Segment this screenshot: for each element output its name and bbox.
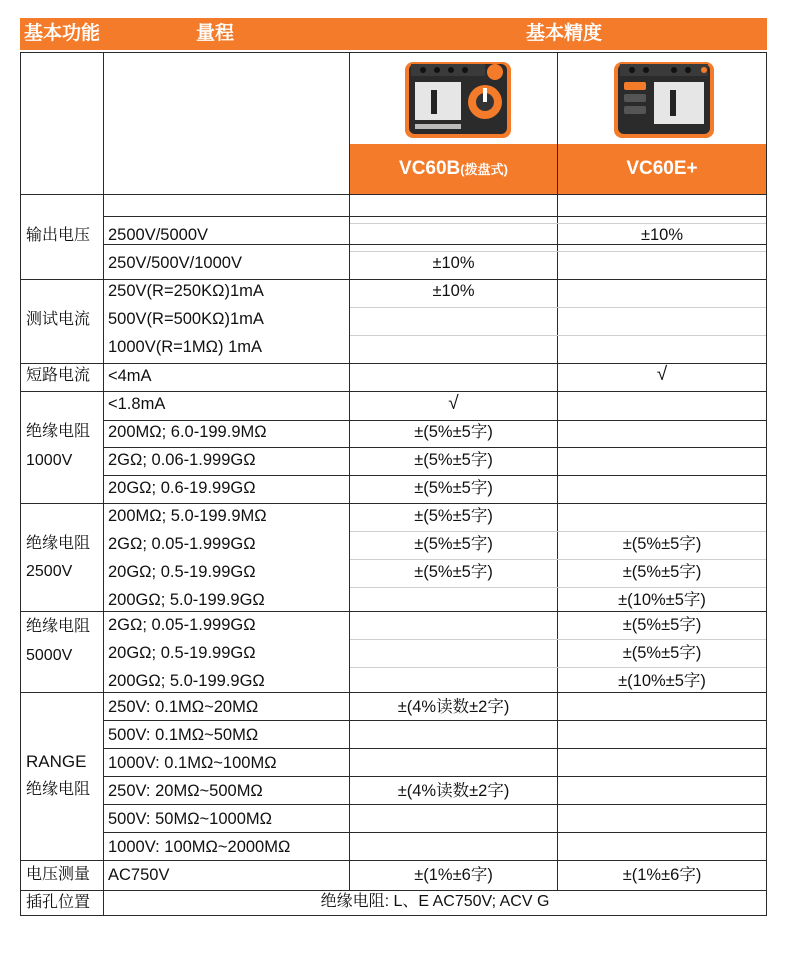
jack-position-text: 绝缘电阻: L、E AC750V; ACV G bbox=[320, 893, 550, 910]
range-cell: 2GΩ; 0.06-1.999GΩ bbox=[108, 451, 256, 469]
hline bbox=[20, 890, 767, 891]
range-cell: 500V: 50MΩ~1000MΩ bbox=[108, 810, 272, 828]
function-short-current: 短路电流 bbox=[26, 367, 91, 384]
range-cell: 2500V/5000V bbox=[108, 226, 209, 244]
hline bbox=[20, 611, 767, 612]
vc60b-accuracy: ±10% bbox=[432, 282, 475, 300]
hline-minor bbox=[103, 475, 767, 476]
model-name: VC60B bbox=[399, 158, 461, 179]
vc60b-accuracy: ±(5%±5字) bbox=[414, 479, 493, 497]
vc60b-accuracy: ±10% bbox=[432, 254, 475, 272]
function-ir-2500-voltage: 2500V bbox=[26, 563, 73, 580]
range-cell: 2GΩ; 0.05-1.999GΩ bbox=[108, 616, 256, 634]
hline-light bbox=[350, 559, 766, 560]
hline bbox=[20, 52, 767, 53]
range-cell: <4mA bbox=[108, 367, 152, 385]
hline-minor bbox=[103, 420, 767, 421]
range-cell: 2GΩ; 0.05-1.999GΩ bbox=[108, 535, 256, 553]
vc60e-accuracy: ±(1%±6字) bbox=[622, 866, 702, 884]
function-ir-2500-label: 绝缘电阻 bbox=[26, 535, 91, 552]
col-divider-1 bbox=[103, 52, 104, 916]
header-range: 量程 bbox=[196, 23, 235, 44]
hline-minor bbox=[103, 447, 767, 448]
hline-light bbox=[350, 531, 766, 532]
range-cell: 250V: 20MΩ~500MΩ bbox=[108, 782, 263, 800]
vc60e-accuracy: ±(10%±5字) bbox=[618, 591, 706, 609]
vc60b-accuracy: ±(5%±5字) bbox=[414, 507, 493, 525]
function-ir-5000-label: 绝缘电阻 bbox=[26, 618, 91, 635]
hline-light bbox=[350, 307, 766, 308]
function-range-ir: 绝缘电阻 bbox=[26, 781, 91, 798]
range-cell: 200GΩ; 5.0-199.9GΩ bbox=[108, 672, 265, 690]
range-cell: 20GΩ; 0.5-19.99GΩ bbox=[108, 644, 256, 662]
vc60e-device-image bbox=[612, 58, 716, 140]
vc60b-accuracy: ±(5%±5字) bbox=[414, 451, 493, 469]
hline-minor bbox=[103, 804, 767, 805]
hline bbox=[20, 391, 767, 392]
vc60e-accuracy: ±(5%±5字) bbox=[622, 563, 702, 581]
header-function: 基本功能 bbox=[24, 23, 101, 44]
model-suffix: (拨盘式) bbox=[460, 162, 508, 177]
table-border-left bbox=[20, 52, 21, 916]
range-cell: 500V: 0.1MΩ~50MΩ bbox=[108, 726, 259, 744]
vc60b-accuracy: ±(1%±6字) bbox=[414, 866, 493, 884]
hline-light bbox=[350, 639, 766, 640]
hline-light bbox=[350, 251, 766, 252]
table-border-bottom bbox=[20, 915, 767, 916]
vc60b-check: √ bbox=[448, 393, 459, 414]
range-cell: 200MΩ; 6.0-199.9MΩ bbox=[108, 423, 267, 441]
range-cell: 200GΩ; 5.0-199.9GΩ bbox=[108, 591, 265, 609]
vc60b-accuracy: ±(5%±5字) bbox=[414, 423, 493, 441]
range-cell: 1000V(R=1MΩ) 1mA bbox=[108, 338, 263, 356]
function-ir-5000-voltage: 5000V bbox=[26, 647, 73, 664]
range-cell: 1000V: 0.1MΩ~100MΩ bbox=[108, 754, 277, 772]
range-cell: 20GΩ; 0.6-19.99GΩ bbox=[108, 479, 256, 497]
hline-minor bbox=[103, 720, 767, 721]
function-range-label: RANGE bbox=[26, 752, 87, 771]
range-cell: 200MΩ; 5.0-199.9MΩ bbox=[108, 507, 267, 525]
model-label-vc60e bbox=[558, 144, 766, 194]
function-jack-position: 插孔位置 bbox=[26, 894, 91, 911]
range-cell: 250V: 0.1MΩ~20MΩ bbox=[108, 698, 259, 716]
range-cell: 250V(R=250KΩ)1mA bbox=[108, 282, 264, 300]
function-ir-1000-label: 绝缘电阻 bbox=[26, 423, 91, 440]
range-cell: 500V(R=500KΩ)1mA bbox=[108, 310, 264, 328]
hline-minor bbox=[103, 832, 767, 833]
model-name: VC60E+ bbox=[626, 158, 698, 179]
hline bbox=[20, 860, 767, 861]
vc60e-accuracy: ±10% bbox=[640, 226, 684, 244]
header-accuracy: 基本精度 bbox=[526, 23, 603, 44]
vc60e-accuracy: ±(10%±5字) bbox=[618, 672, 706, 690]
hline-light bbox=[350, 587, 766, 588]
table-border-right bbox=[766, 52, 767, 916]
function-test-current: 测试电流 bbox=[26, 311, 91, 328]
hline-minor bbox=[103, 216, 767, 217]
range-cell: 250V/500V/1000V bbox=[108, 254, 242, 272]
vc60b-device-image bbox=[403, 58, 513, 140]
vc60b-accuracy: ±(4%读数±2字) bbox=[397, 698, 510, 716]
hline bbox=[20, 279, 767, 280]
function-output-voltage: 输出电压 bbox=[26, 227, 91, 244]
vc60b-accuracy: ±(5%±5字) bbox=[414, 563, 493, 581]
hline bbox=[20, 194, 767, 195]
hline-minor bbox=[103, 748, 767, 749]
spec-table bbox=[20, 52, 767, 916]
hline bbox=[20, 692, 767, 693]
hline bbox=[20, 363, 767, 364]
model-label-vc60b bbox=[350, 144, 557, 194]
range-cell: <1.8mA bbox=[108, 395, 166, 413]
range-cell: 20GΩ; 0.5-19.99GΩ bbox=[108, 563, 256, 581]
table-header bbox=[20, 18, 767, 50]
hline-light bbox=[350, 223, 766, 224]
hline-light bbox=[350, 667, 766, 668]
vc60b-accuracy: ±(4%读数±2字) bbox=[397, 782, 510, 800]
range-cell: 1000V: 100MΩ~2000MΩ bbox=[108, 838, 291, 856]
vc60e-accuracy: ±(5%±5字) bbox=[622, 535, 702, 553]
function-ir-1000-voltage: 1000V bbox=[26, 452, 73, 469]
function-voltage-measure: 电压测量 bbox=[26, 866, 91, 883]
hline-light bbox=[350, 335, 766, 336]
vc60b-accuracy: ±(5%±5字) bbox=[414, 535, 493, 553]
range-cell: AC750V bbox=[108, 866, 170, 884]
hline bbox=[20, 503, 767, 504]
vc60e-check: √ bbox=[656, 364, 668, 385]
vc60e-accuracy: ±(5%±5字) bbox=[622, 644, 702, 662]
vc60e-accuracy: ±(5%±5字) bbox=[622, 616, 702, 634]
hline-minor bbox=[103, 776, 767, 777]
